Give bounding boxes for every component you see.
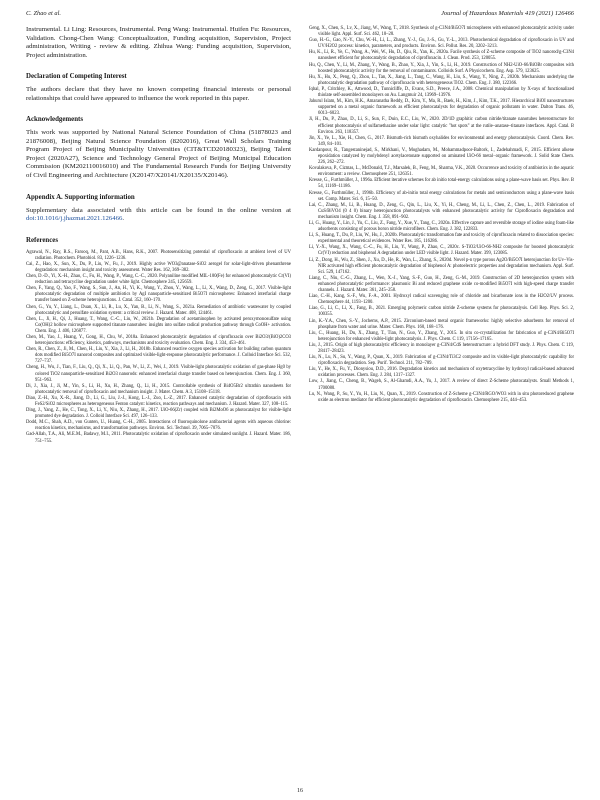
references-heading: References [26, 236, 59, 244]
reference-entry[interactable]: Cheng, H., Wu, J., Tian, F., Liu, Q., Qi, X., Li, Q., Pan, W., Li, Z., Wei, J., 2019. Visible-light photocatalytic oxidation of gas-phase Hg0 by colored TiO2 nanoparticle-sensitized Bi2O3 nanorods: enhanced interfacial charge transfer based on heterojunction. Chem. Eng. J. 360, 951–963. [26, 365, 291, 383]
reference-entry[interactable]: Agrawal, N., Ray, R.S., Farooq, M., Pant, A.B., Hans, R.K., 2007. Photosensitizing potential of ciprofloxacin at ambient level of UV radiation. Photochem. Photobiol. 83, 1226–1236. [26, 249, 291, 261]
reference-entry[interactable]: Jin, X., Ye, L., Xie, H., Chen, G., 2017. Bismuth-rich bismuth oxyhalides for environmental and energy photocatalysis. Coord. Chem. Rev. 349, 84–101. [309, 135, 574, 147]
references-list-right [309, 26, 574, 404]
reference-entry[interactable]: Li, G., Huang, Y., Lin, J., Yu, C., Liu, Z., Fang, Y., Xue, Y., Tang, C., 2020a. Effective capture and reversible storage of iodine using foam-like adsorbents consisting of porous boron nitride microfibers. Chem. Eng. J. 382, 122833. [309, 221, 574, 233]
appendix-text-after: . [122, 215, 125, 223]
reference-entry[interactable]: Kovalakova, P., Cizmas, L., McDonald, T.J., Marsalek, B., Feng, M., Sharma, V.K., 2020. Occurrence and toxicity of antibiotics in the aquatic environment: a review. Chemosphere 251, 126351. [309, 166, 574, 178]
reference-entry[interactable]: Li, S., Huang, T., Du, P., Liu, W., Hu, J., 2020b. Photocatalytic transformation fate and toxicity of ciprofloxacin related to dissociation species: experimental and theoretical evidences. Water Res. 185, 116286. [309, 233, 574, 245]
reference-entry[interactable]: Lin, K.-Y.A., Chen, S.-Y., Jochems, A.P., 2015. Zirconium-based metal organic frameworks: highly selective adsorbents for removal of phosphate from water and urine. Mater. Chem. Phys. 160, 168–176. [309, 318, 574, 330]
reference-entry[interactable]: Liao, C.-H., Kang, S.-F., Wu, F.-A., 2001. Hydroxyl radical scavenging role of chloride and bicarbonate ions in the H2O2/UV process. Chemosphere 44, 1193–1200. [309, 294, 574, 306]
reference-entry[interactable]: Chen, D.-D., Yi, X.-H., Zhao, C., Fu, H., Wang, P., Wang, C.-C., 2020. Polyaniline modified MIL-100(Fe) for enhanced photocatalytic Cr(VI) reduction and tetracycline degradation under white light. Chemosphere 245, 125659. [26, 274, 291, 286]
reference-entry[interactable]: Gad-Allah, T.A., Ali, M.E.M., Badawy, M.I., 2011. Photocatalytic oxidation of ciprofloxacin under simulated sunlight. J. Hazard. Mater. 186, 751–755. [26, 432, 291, 444]
reference-entry[interactable]: Ding, J., Yang, Z., He, C., Tong, X., Li, Y., Niu, X., Zhang, H., 2017. UiO-66(Zr) coupled with Bi2MoO6 as photocatalyst for visible-light promoted dye degradation. J. Colloid Interface Sci. 497, 126–133. [26, 408, 291, 420]
competing-interest-heading: Declaration of Competing Interest [26, 73, 127, 81]
reference-entry[interactable]: Liang, C., Niu, C.-G., Zhang, L., Wen, X.-J., Yang, S.-F., Guo, H., Zeng, G.-M., 2019. Construction of 2D heterojunction system with enhanced photocatalytic performance: plasmonic Bi and reduced graphene oxide co-modified Bi5O7I with high-speed charge transfer channels. J. Hazard. Mater. 361, 245–258. [309, 275, 574, 294]
reference-entry[interactable]: Liao, G., Li, C., Li, X., Fang, B., 2021. Emerging polymeric carbon nitride Z-scheme systems for photocatalysis. Cell Rep. Phys. Sci. 2, 100355. [309, 306, 574, 318]
reference-entry[interactable]: Iqbal, P., Critchley, K., Attwood, D., Tunnicliffe, D., Evans, S.D., Preece, J.A., 2008. Chemical manipulation by X-rays of functionalized thiolate self-assembled monolayers on Au. Langmuir 24, 13969–13976. [309, 86, 574, 99]
appendix-heading: Appendix A. Supporting information [26, 193, 135, 201]
reference-entry[interactable]: Hu, X., Hu, X., Peng, Q., Zhou, L., Tan, X., Jiang, L., Tang, C., Wang, H., Liu, S., Wang, Y., Ning, Z., 2020b. Mechanisms underlying the photocatalytic degradation pathway of ciprofloxacin with heterogeneous TiO2. Chem. Eng. J. 380, 122366. [309, 74, 574, 86]
reference-entry[interactable]: Geng, X., Chen, S., Lv, X., Jiang, W., Wang, T., 2018. Synthesis of g-C3N4/Bi5O7I microspheres with enhanced photocatalytic activity under visible light. Appl. Surf. Sci. 462, 18–28. [309, 26, 574, 38]
reference-entry[interactable]: Lu, N., Wang, P., Su, Y., Yu, H., Liu, N., Quan, X., 2019. Construction of Z-Scheme g-C3N4/RGO/WO3 with in situ photoreduced graphene oxide as electron mediator for efficient photocatalytic degradation of ciprofloxacin. Chemosphere 215, 444–453. [309, 391, 574, 403]
reference-entry[interactable]: Chen, F., Yang, Q., Yao, F., Wang, S., Sun, J., An, H., Yi, K., Wang, Y., Zhou, Y., Wang, L., Li, X., Wang, D., Zeng, G., 2017. Visible-light photocatalytic degradation of multiple antibiotics by AgI nanoparticle-sensitized Bi5O7I microspheres: Enhanced interfacial charge transfer based on Z-scheme heterojunctions. J. Catal. 352, 160–170. [26, 286, 291, 304]
reference-entry[interactable]: Liu, J., 2015. Origin of high photocatalytic efficiency in monolayer g-C3N4/CdS heterostructure: a hybrid DFT study. J. Phys. Chem. C 119, 28417–28423. [309, 342, 574, 354]
competing-interest-text: The authors declare that they have no known competing financial interests or personal relationships that could have appeared to influence the work reported in this paper. [26, 86, 291, 102]
reference-entry[interactable]: Li, Y.-X., Wang, X., Wang, C.-C., Fu, H., Liu, Y., Wang, P., Zhao, C., 2020c. S-TiO2/UiO-66-NH2 composite for boosted photocatalytic Cr(VI) reduction and bisphenol A degradation under LED visible light. J. Hazard. Mater. 399, 123085. [309, 245, 574, 257]
reference-entry[interactable]: Liu, N., Lu, N., Su, Y., Wang, P., Quan, X., 2019. Fabrication of g-C3N4/Ti3C2 composite and its visible-light photocatalytic capability for ciprofloxacin degradation. Sep. Purif. Technol. 211, 782–789. [309, 355, 574, 367]
acknowledgements-heading: Acknowledgements [26, 116, 84, 124]
journal-citation: Journal of Hazardous Materials 419 (2021) 126466 [441, 10, 574, 17]
reference-entry[interactable]: Chen, M., Yao, J., Huang, Y., Gong, H., Chu, W., 2018a. Enhanced photocatalytic degradation of ciprofloxacin over Bi2O3/(BiO)2CO3 heterojunctions: efficiency, kinetics, pathways, mechanisms and toxicity evaluation. Chem. Eng. J. 334, 453–461. [26, 334, 291, 347]
left-column [26, 26, 291, 445]
reference-entry[interactable]: Liu, C., Huang, H., Du, X., Zhang, T., Tian, N., Guo, Y., Zhang, Y., 2015. In situ co-crystallization for fabrication of g-C3N4/Bi5O7I heterojunction for enhanced visible-light photocatalysis. J. Phys. Chem. C 119, 17156–17165. [309, 330, 574, 342]
reference-entry[interactable]: Low, J., Jiang, C., Cheng, B., Wageh, S., Al-Ghamdi, A.A., Yu, J., 2017. A review of direct Z-Scheme photocatalysts. Small Methods 1, 1700080. [309, 379, 574, 391]
reference-entry[interactable]: Hu, Q., Chen, Y., Li, M., Zhang, Y., Wang, B., Zhao, Y., Xia, J., Yin, S., Li, H., 2019. Construction of NH2-UiO-66/BiOBr composites with boosted photocatalytic activity for the removal of contaminants. Colloids Surf. A Physicochem. Eng. Asp. 579, 123625. [309, 62, 574, 74]
page-number: 16 [297, 788, 303, 794]
appendix-text [26, 207, 291, 224]
reference-entry[interactable]: Liu, Y., He, X., Fu, Y., Dionysiou, D.D., 2016. Degradation kinetics and mechanism of oxytetracycline by hydroxyl radical-based advanced oxidation processes. Chem. Eng. J. 284, 1317–1327. [309, 367, 574, 379]
right-column [309, 26, 574, 404]
reference-entry[interactable]: Diao, Z.-H., Xu, X.-R., Jiang, D., Li, G., Liu, J.-J., Kong, L.-J., Zuo, L.-Z., 2017. Enhanced catalytic degradation of ciprofloxacin with FeS2/SiO2 microspheres as heterogeneous Fenton catalyst: kinetics, reaction pathways and mechanism. J. Hazard. Mater. 327, 108–115. [26, 395, 291, 407]
reference-entry[interactable]: Jahurul Islam, M., Kim, H.K., Amaranatha Reddy, D., Kim, Y., Ma, R., Baek, H., Kim, J., Kim, T.K., 2017. Hierarchical BiOI nanostructures supported on a metal organic framework as efficient photocatalysts for degradation of organic pollutants in water. Dalton Trans. 46, 6013–6023. [309, 99, 574, 117]
running-head-authors: C. Zhao et al. [26, 10, 61, 17]
reference-entry[interactable]: Ji, H., Du, P., Zhao, D., Li, S., Sun, F., Duin, E.C., Liu, W., 2020. 2D/1D graphitic carbon nitride/titanate nanotubes heterostructure for efficient photocatalysis of sulfamethazine under solar light: catalytic "hot spots" at the rutile–anatase–titanate interfaces. Appl. Catal. B Environ. 263, 118357. [309, 117, 574, 135]
credit-statement: Instrumental. Li Ling: Resources, Instrumental. Peng Wang: Instrumental. Huifen Fu: Resources, Validation. Chong-Chen Wang: Conceptualization, Funding acquisition, Supervision, Project administration, Writing - review & editing. Zhihua Wang: Funding acquisition, Supervision, Project administration. [26, 26, 291, 59]
reference-entry[interactable]: Chen, G., Yu, Y., Liang, L., Duan, X., Li, R., Lu, X., Yan, B., Li, N., Wang, S., 2021a. Remediation of antibiotic wastewater by coupled photocatalytic and persulfate oxidation system: a critical review. J. Hazard. Mater. 408, 124461. [26, 304, 291, 316]
reference-entry[interactable]: Hu, K., Li, R., Ye, C., Wang, A., Wei, W., Hu, D., Qiu, R., Yan, K., 2020a. Facile synthesis of Z-scheme composite of TiO2 nanorod/g-C3N4 nanosheet efficient for photocatalytic degradation of ciprofloxacin. J. Clean. Prod. 253, 120055. [309, 50, 574, 62]
reference-entry[interactable]: Kresse, G., Furthmüller, J., 1996a. Efficient iterative schemes for ab initio total-energy calculations using a plane-wave basis set. Phys. Rev. B 54, 11169–11186. [309, 178, 574, 190]
supplementary-doi-link[interactable]: doi:10.1016/j.jhazmat.2021.126466 [26, 215, 123, 223]
reference-entry[interactable]: Cai, Z., Hao, X., Sun, X., Du, P., Liu, W., Fu, J., 2019. Highly active WO3@anatase-SiO2 aerogel for solar-light-driven phenanthrene degradation: mechanism insight and toxicity assessment. Water Res. 162, 369–382. [26, 261, 291, 273]
reference-entry[interactable]: Kresse, G., Furthmüller, J., 1996b. Efficiency of ab-initio total energy calculations for metals and semiconductors using a plane-wave basis set. Comp. Mater. Sci. 6, 15–50. [309, 190, 574, 202]
reference-entry[interactable]: Chen, R., Chen, Z., Ji, M., Chen, H., Liu, Y., Xia, J., Li, H., 2018b. Enhanced reactive oxygen species activation for building carbon quantum dots modified Bi5O7I nanorod composites and optimized visible-light-response photocatalytic performance. J. Colloid Interface Sci. 532, 727–737. [26, 347, 291, 365]
running-head-journal [441, 10, 574, 17]
reference-entry[interactable]: Lai, C., Zhang, M., Li, B., Huang, D., Zeng, G., Qin, L., Liu, X., Yi, H., Cheng, M., Li, L., Chen, Z., Chen, L., 2019. Fabrication of CuS/BiVO4 (0 4 0) binary heterojunction photocatalysts with enhanced photocatalytic activity for Ciprofloxacin degradation and mechanism insight. Chem. Eng. J. 358, 891–902. [309, 202, 574, 220]
acknowledgements-text: This work was supported by National Natural Science Foundation of China (51878023 and 21876008), Beijing Natural Science Foundation (8202016), Great Wall Scholars Training Program Project of Beijing Municipality Universities (CIT&TCD20180323), Beijing Talent Project (2020A27), Science and Technology General Project of Beijing Municipal Education Commission (KM202110016010) and The Fundamental Research Funds for Beijing University of Civil Engineering and Architecture (X20147/X20141/X20135/X20146). [26, 129, 291, 180]
reference-entry[interactable]: Di, J., Xia, J., Ji, M., Yin, S., Li, H., Xu, H., Zhang, Q., Li, H., 2015. Controllable synthesis of Bi4O5Br2 ultrathin nanosheets for photocatalytic removal of ciprofloxacin and mechanism insight. J. Mater. Chem. A 3, 15108–15118. [26, 383, 291, 395]
references-list-left [26, 250, 291, 445]
reference-entry[interactable]: Dodd, M.C., Shah, A.D., von Gunten, U., Huang, C.-H., 2005. Interactions of fluoroquinolone antibacterial agents with aqueous chlorine: reaction kinetics, mechanisms, and transformation pathways. Environ. Sci. Technol. 39, 7065–7076. [26, 420, 291, 432]
reference-entry[interactable]: Kardanpour, R., Tangestaninejad, S., Mirkhani, V., Moghadam, M., Mohammadpoor-Baltork, I., Zadehahmadi, F., 2015. Efficient alkene epoxidation catalyzed by molybdenyl acetylacetonate supported on aminated UiO-66 metal−organic framework. J. Solid State Chem. 226, 262–272. [309, 147, 574, 166]
appendix-text-before: Supplementary data associated with this article can be found in the online version at [26, 206, 291, 214]
reference-entry[interactable]: Chen, L., Ji, H., Qi, J., Huang, T., Wang, C.-C., Liu, W., 2021b. Degradation of acetaminophen by activated peroxymonosulfate using Co(OH)2 hollow microsphere supported titanate nanotubes: insights into sulfate radical production pathway through CoOH+ activation. Chem. Eng. J. 406, 126877. [26, 316, 291, 334]
reference-entry[interactable]: Guo, H.-G., Gao, N.-Y., Chu, W.-H., Li, L., Zhang, Y.-J., Gu, J.-S., Gu, Y.-L., 2013. Photochemical degradation of ciprofloxacin in UV and UV/H2O2 process: kinetics, parameters, and products. Environ. Sci. Pollut. Res. 20, 3202–3213. [309, 38, 574, 50]
reference-entry[interactable]: Li, Z., Dong, H., Wu, Z., Shen, J., Xu, D., He, R., Wan, L., Zhang, S., 2020d. Novel p-n type porous Ag2O/Bi5O7I heterojunction for Uv–Vis-NIR activated high efficient photocatalytic degradation of bisphenol A: photoelectric properties and degradation mechanism. Appl. Surf. Sci. 529, 147162. [309, 257, 574, 275]
